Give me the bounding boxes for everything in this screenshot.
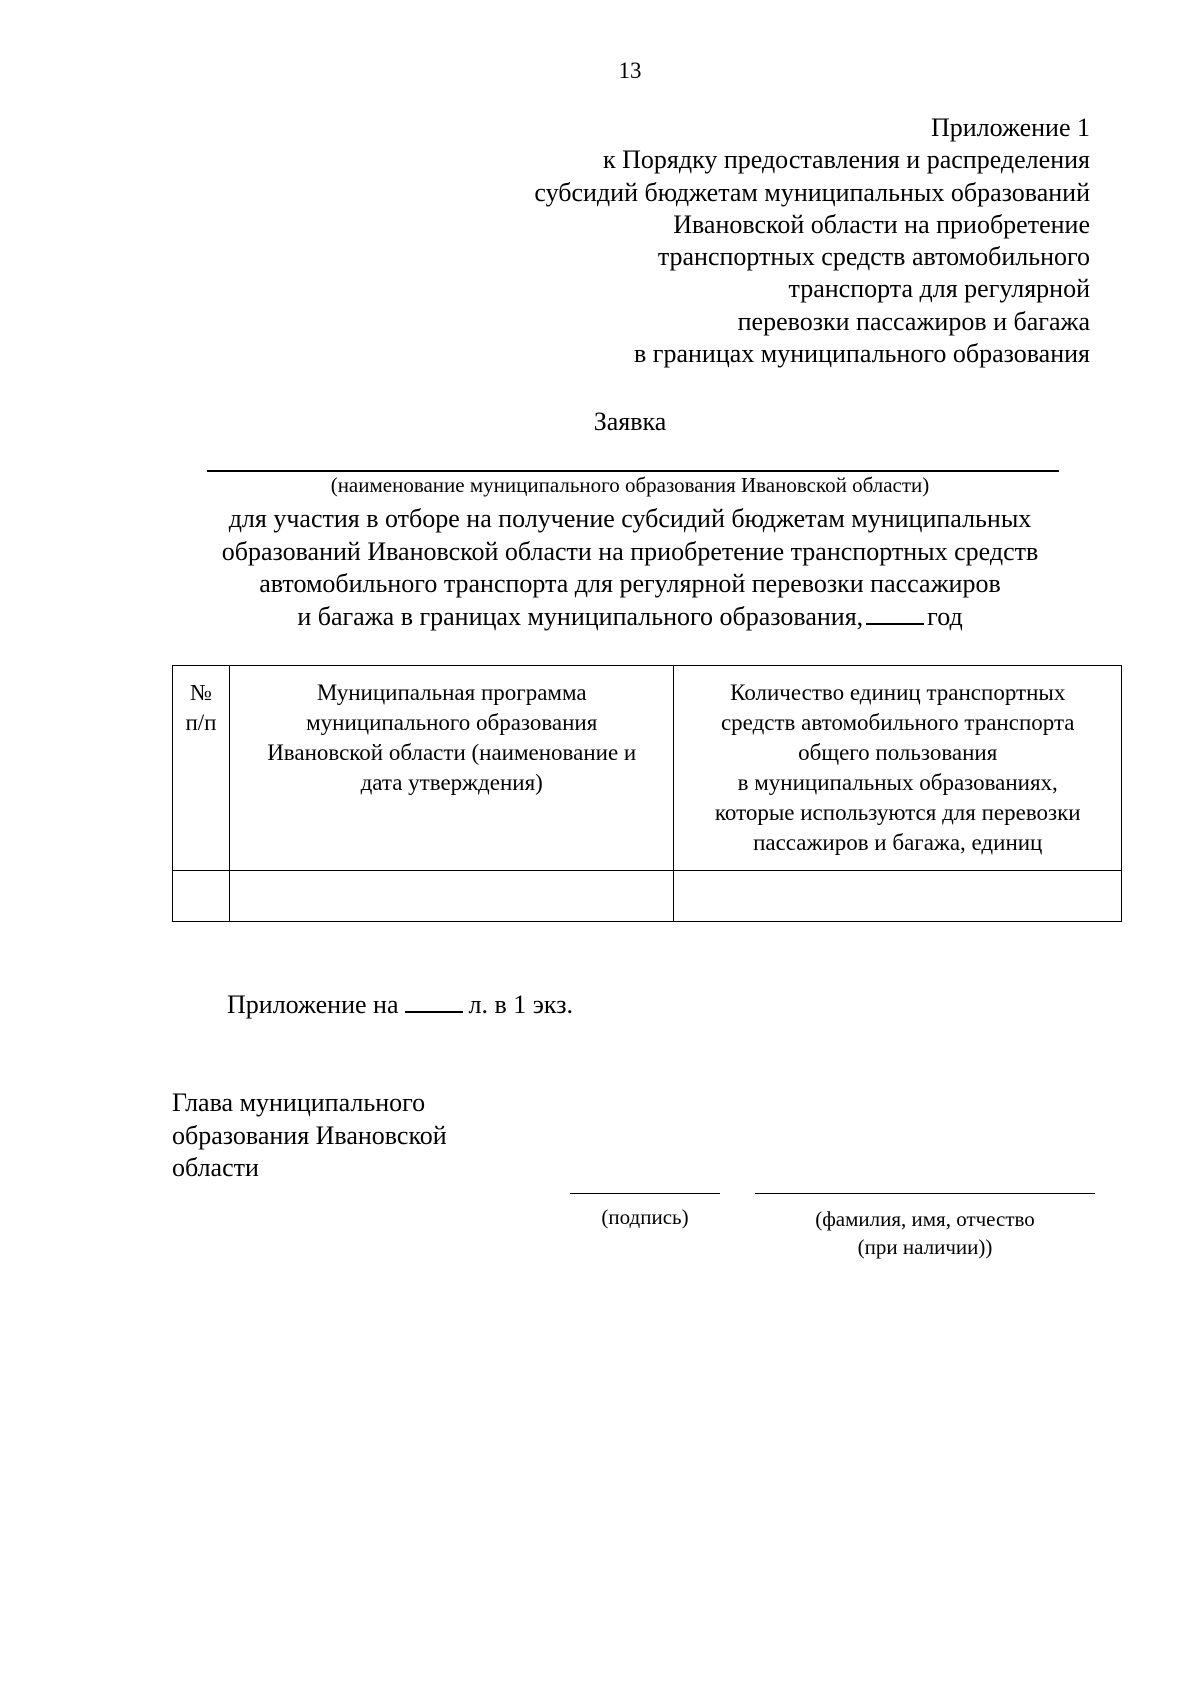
attachment-after: л. в 1 экз. [468, 990, 573, 1019]
appendix-header [534, 112, 1090, 370]
sheets-blank [405, 989, 463, 1013]
appendix-line: Приложение 1 [930, 113, 1090, 142]
head-title-line: области [172, 1153, 259, 1182]
appendix-line: Ивановской области на приобретение [673, 209, 1090, 239]
signature-line [570, 1193, 720, 1194]
purpose-line-last [0, 601, 1200, 634]
year-blank [866, 601, 924, 625]
head-title-line: Глава муниципального [172, 1088, 426, 1117]
full-name-line [755, 1193, 1095, 1194]
attachment-before: Приложение на [227, 990, 399, 1019]
full-name-caption: (фамилия, имя, отчество (при наличии)) [815, 1207, 1035, 1259]
appendix-line: субсидий бюджетам муниципальных образований [534, 177, 1090, 207]
signature-caption: (подпись) [601, 1205, 689, 1229]
appendix-line: транспорта для регулярной [788, 274, 1090, 304]
municipality-name-line [207, 470, 1059, 472]
header-vehicle-count: Количество единиц транспортных средств автомобильного транспорта общего пользования в муниципальных образованиях, которые используются для перевозки пассажиров и багажа, единиц [674, 666, 1122, 871]
head-title-line: образования Ивановской [172, 1120, 447, 1150]
appendix-line: в границах муниципального образования [634, 339, 1090, 369]
purpose-year-word: год [927, 601, 963, 631]
appendix-line: перевозки пассажиров и багажа [737, 306, 1090, 336]
table-row [173, 871, 1122, 922]
purpose-line: автомобильного транспорта для регулярной перевозки пассажиров [259, 569, 1001, 598]
application-table [172, 665, 1122, 922]
attachment-note [227, 989, 573, 1020]
appendix-line: транспортных средств автомобильного [657, 242, 1090, 272]
table-cell [229, 871, 674, 922]
table-cell [674, 871, 1122, 922]
application-purpose [0, 503, 1200, 633]
purpose-last-text: и багажа в границах муниципального образования, [297, 601, 864, 631]
header-program: Муниципальная программа муниципального образования Ивановской области (наименование и дата утверждения) [229, 666, 674, 871]
head-title [172, 1087, 447, 1185]
appendix-line: к Порядку предоставления и распределения [602, 145, 1090, 175]
header-number: № п/п [173, 666, 230, 871]
page-number: 13 [618, 58, 642, 83]
application-title: Заявка [593, 407, 667, 436]
table-header-row [173, 666, 1122, 871]
municipality-name-caption: (наименование муниципального образования Ивановской области) [330, 473, 930, 497]
purpose-line: для участия в отборе на получение субсидий бюджетам муниципальных [228, 504, 1032, 533]
table-cell [173, 871, 230, 922]
purpose-line: образований Ивановской области на приобретение транспортных средств [221, 536, 1039, 566]
